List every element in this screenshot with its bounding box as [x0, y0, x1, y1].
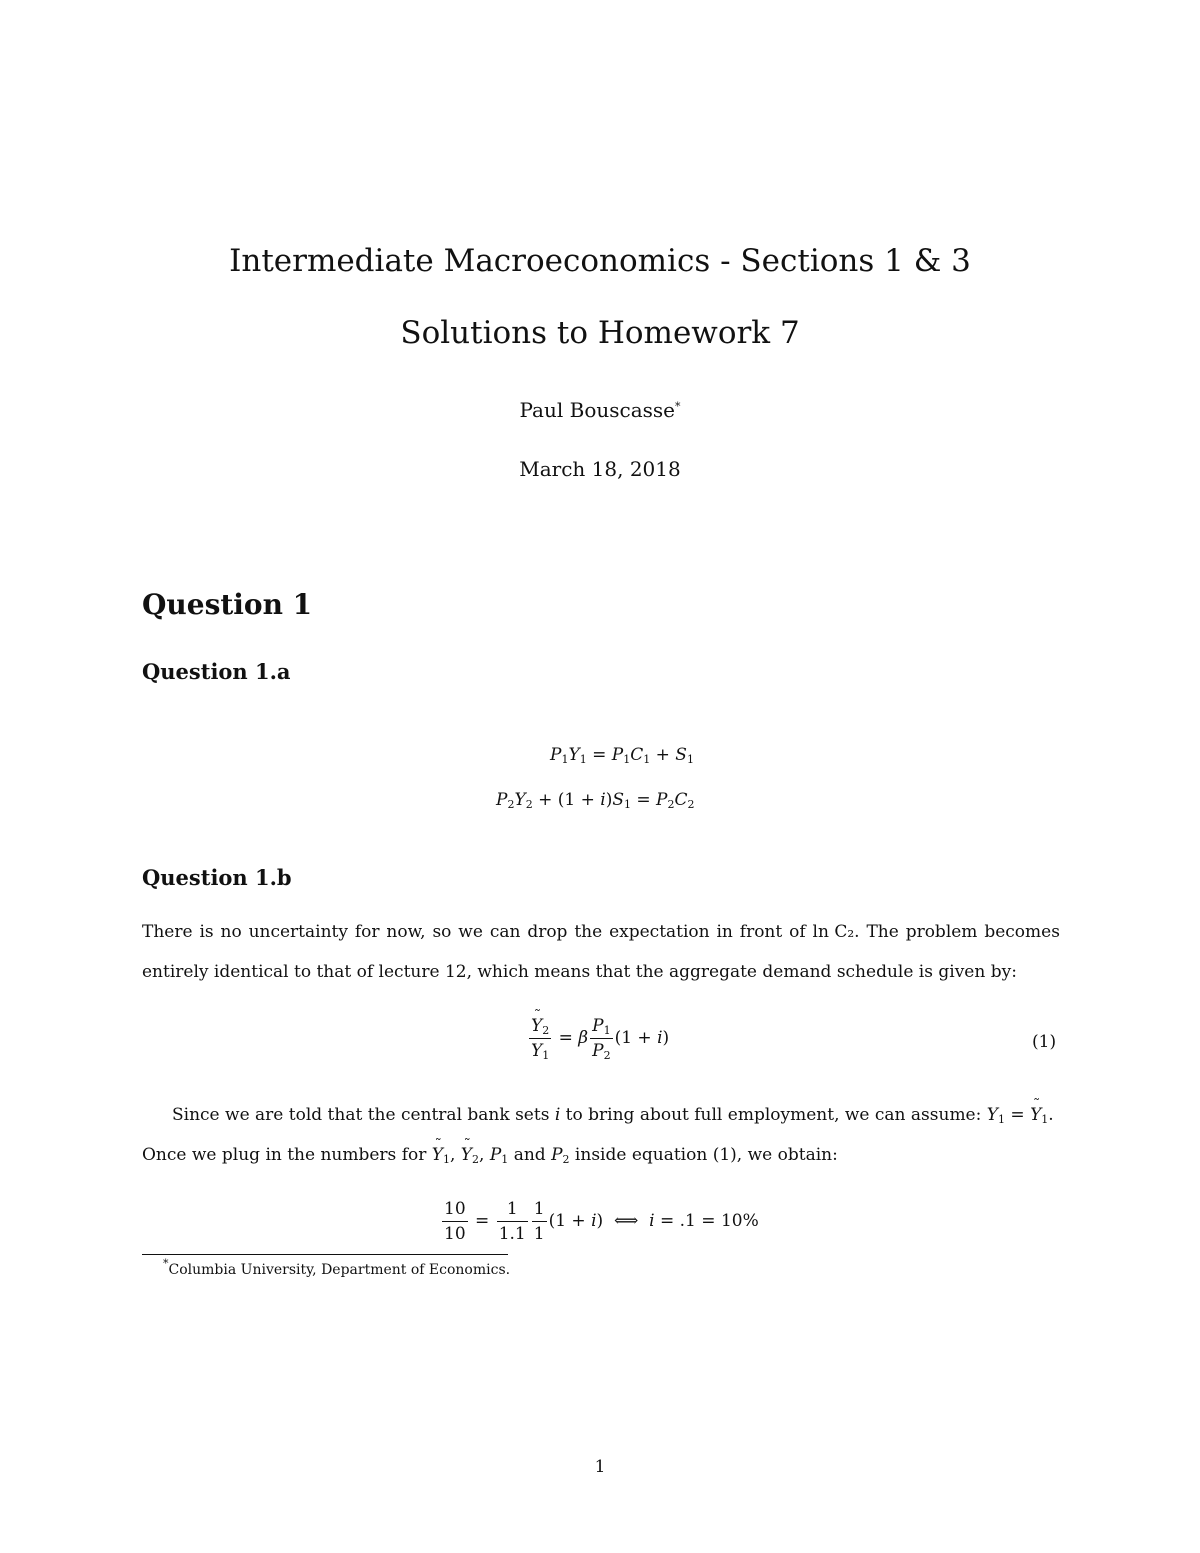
word: problem	[905, 922, 978, 942]
footnote-rule	[142, 1254, 508, 1255]
word: expectation	[609, 922, 710, 942]
equation-aggregate-demand: ˜ $\frac{Y_2}{Y_1}$ = β $\frac{P_1}{P_2}$ (1 + i)	[527, 1016, 669, 1061]
fraction-lhs: $\frac{10}{10}$	[444, 1199, 466, 1244]
heading-question-1b: Question 1.b	[142, 865, 292, 890]
page-number: 1	[594, 1457, 606, 1477]
author	[0, 398, 1200, 422]
fraction-p1-over-p2: $\frac{P_1}{P_2}$	[592, 1016, 611, 1062]
author-footnote-mark: *	[675, 400, 681, 413]
equation-number-1: (1)	[1032, 1032, 1057, 1052]
word: for	[354, 922, 380, 942]
author-name: Paul Bouscasse	[519, 398, 675, 422]
paragraph-line-1	[142, 912, 1060, 952]
heading-question-1: Question 1	[142, 588, 313, 621]
word: is	[199, 922, 214, 942]
word: There	[142, 922, 193, 942]
fraction-r1: $\frac{1}{1.1}$	[498, 1199, 526, 1244]
document-subtitle: Solutions to Homework 7	[400, 315, 800, 351]
document-date: March 18, 2018	[519, 457, 681, 481]
word: uncertainty	[248, 922, 348, 942]
word: becomes	[984, 922, 1060, 942]
equation-interest-rate-result: $\frac{10}{10}$ = $\frac{1}{1.1}$ $\frac{1}{1}$ (1 + i) ⟺ i = .1 = 10%	[444, 1199, 759, 1244]
footnote	[163, 1257, 511, 1278]
fraction-y2-over-y1: ˜ $\frac{Y_2}{Y_1}$	[529, 1016, 551, 1061]
equation-budget-period-1: $P_1Y_1 = P_1C_1 + S_1$	[550, 745, 694, 766]
equation-budget-period-2: $P_2Y_2 + (1 + i)S_1 = P_2C_2$	[496, 790, 695, 811]
paragraph-line-4: Once we plug in the numbers for ˜ $Y_1$, ˜ $Y_2$, $P_1$ and $P_2$ inside equation (1), we obtain:	[142, 1135, 1060, 1175]
word: ln C₂.	[812, 922, 860, 942]
footnote-text: Columbia University, Department of Economics.	[168, 1262, 511, 1278]
word: front	[739, 922, 783, 942]
paragraph-line-3: Since we are told that the central bank sets i to bring about full employment, we can assume: $Y_1$ = ˜ $Y_1$.	[142, 1095, 1060, 1135]
word: the	[574, 922, 603, 942]
paragraph-full-employment	[142, 1095, 1060, 1175]
footnote-mark: *	[163, 1257, 169, 1270]
heading-question-1a: Question 1.a	[142, 659, 291, 684]
paragraph-line-2: entirely identical to that of lecture 12, which means that the aggregate demand schedule is given by:	[142, 962, 1017, 982]
word: can	[489, 922, 521, 942]
word: no	[220, 922, 242, 942]
word: in	[716, 922, 733, 942]
word: of	[789, 922, 806, 942]
word: The	[866, 922, 899, 942]
word: drop	[527, 922, 568, 942]
word: now,	[386, 922, 426, 942]
word: so	[432, 922, 452, 942]
word: we	[458, 922, 483, 942]
document-title: Intermediate Macroeconomics - Sections 1 & 3	[229, 243, 971, 279]
fraction-r2: $\frac{1}{1}$	[533, 1199, 545, 1244]
paragraph-q1b-intro	[142, 912, 1060, 992]
